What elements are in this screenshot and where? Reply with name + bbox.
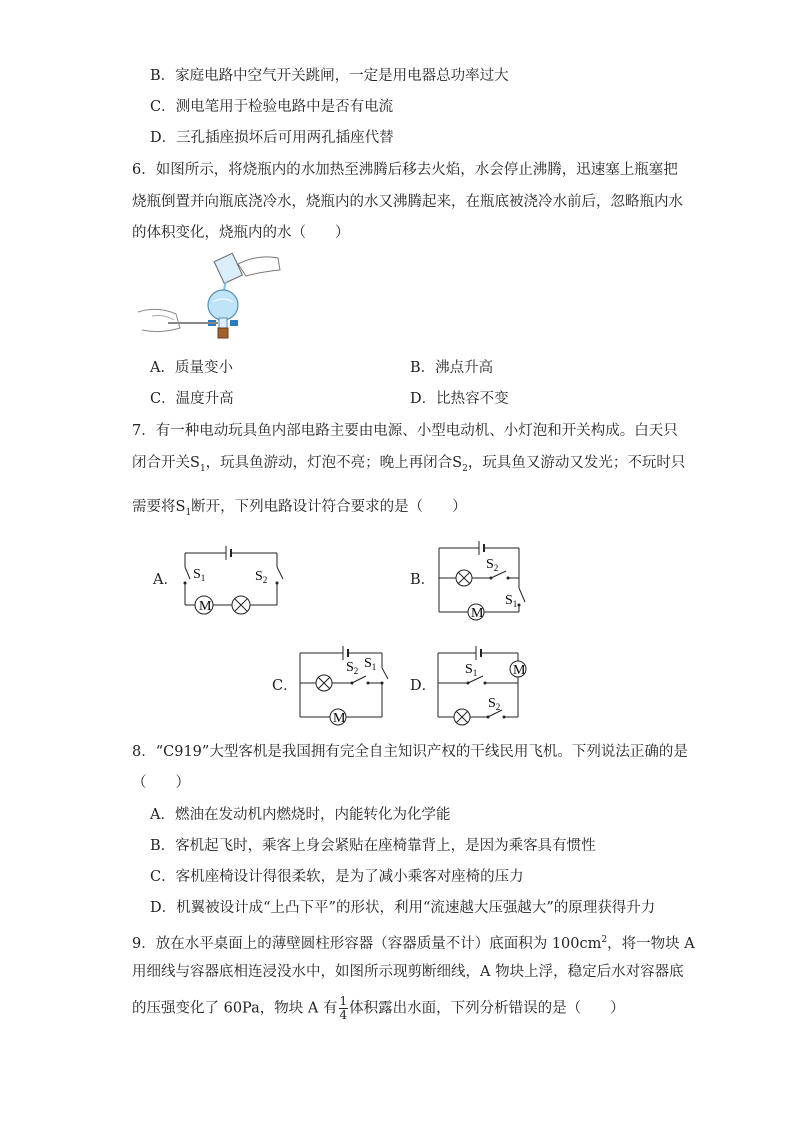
q7-circuit-c (298, 643, 388, 728)
q8-option-b: B．客机起飞时，乘客上身会紧贴在座椅靠背上，是因为乘客具有惯性 (150, 838, 596, 854)
q8-option-a: A．燃油在发动机内燃烧时，内能转化为化学能 (150, 807, 451, 823)
q7-option-a-label: A． (153, 572, 178, 588)
q8-stem-line1: 8．“C919”大型客机是我国拥有完全自主知识产权的干线民用飞机。下列说法正确的是 (132, 744, 688, 760)
q6-option-c: C．温度升高 (150, 391, 234, 407)
svg-text:M: M (471, 606, 484, 621)
svg-text:M: M (513, 663, 526, 678)
q7-circuit-b (436, 538, 536, 621)
svg-text:S2: $S_2$ (488, 696, 501, 712)
q5-option-b: B．家庭电路中空气开关跳闸，一定是用电器总功率过大 (150, 68, 509, 84)
q9-stem-line1: 9．放在水平桌面上的薄壁圆柱形容器（容器质量不计）底面积为 $100cm^2$，将一物块 A (132, 935, 695, 952)
q8-stem-line2: （ ） (132, 775, 190, 791)
q7-stem-line1: 7．有一种电动玩具鱼内部电路主要由电源、小型电动机、小灯泡和开关构成。白天只 (132, 423, 678, 439)
q6-option-b: B．沸点升高 (410, 360, 494, 376)
q7-option-c-label: C． (272, 678, 298, 694)
q6-stem-line2: 烧瓶倒置并向瓶底浇冷水，烧瓶内的水又沸腾起来，在瓶底被浇冷水前后，忽略瓶内水 (132, 194, 683, 210)
q5-option-c: C．测电笔用于检验电路中是否有电流 (150, 99, 394, 115)
q8-option-c: C．客机座椅设计得很柔软，是为了减小乘客对座椅的压力 (150, 869, 524, 885)
svg-text:S2: $S_2$ (486, 557, 499, 573)
q7-stem-line2: 闭合开关$S_1$，玩具鱼游动，灯泡不亮；晚上再闭合$S_2$，玩具鱼又游动又发光；不玩时只 (132, 455, 686, 474)
q5-option-d: D．三孔插座损坏后可用两孔插座代替 (150, 130, 394, 146)
q7-stem-line3: 需要将$S_1$断开，下列电路设计符合要求的是（ ） (132, 499, 467, 518)
fraction-one-quarter: $\frac{1}{4}$ (339, 994, 348, 1022)
svg-text:S1: $S_1$ (465, 662, 478, 678)
q7-circuit-d (436, 643, 531, 728)
q7-option-d-label: D． (410, 678, 437, 694)
svg-text:S2: $S_2$ (255, 569, 268, 585)
q6-flask-figure (138, 250, 288, 340)
q9-stem-line3: 的压强变化了 60Pa，物块 A 有 $\frac{1}{4}$ 体积露出水面，下列分析错误的是（ ） (132, 994, 625, 1022)
q9-stem-line2: 用细线与容器底相连浸没水中，如图所示现剪断细线，A 物块上浮，稳定后水对容器底 (132, 964, 684, 980)
svg-text:M: M (333, 711, 346, 726)
q6-option-d: D．比热容不变 (410, 391, 509, 407)
svg-text:S2: $S_2$ (346, 660, 359, 676)
q6-option-a: A．质量变小 (150, 360, 233, 376)
svg-text:S1: $S_1$ (193, 567, 206, 583)
q8-option-d: D．机翼被设计成“上凸下平”的形状，利用“流速越大压强越大”的原理获得升力 (150, 900, 656, 916)
q7-circuit-a (180, 545, 290, 615)
q7-option-b-label: B． (410, 572, 436, 588)
q6-stem-line1: 6．如图所示，将烧瓶内的水加热至沸腾后移去火焰，水会停止沸腾，迅速塞上瓶塞把 (132, 162, 678, 178)
q6-stem-line3: 的体积变化，烧瓶内的水（ ） (132, 225, 350, 241)
svg-text:S1: $S_1$ (364, 656, 377, 672)
svg-text:S1: $S_1$ (505, 593, 518, 609)
svg-text:M: M (199, 599, 212, 614)
